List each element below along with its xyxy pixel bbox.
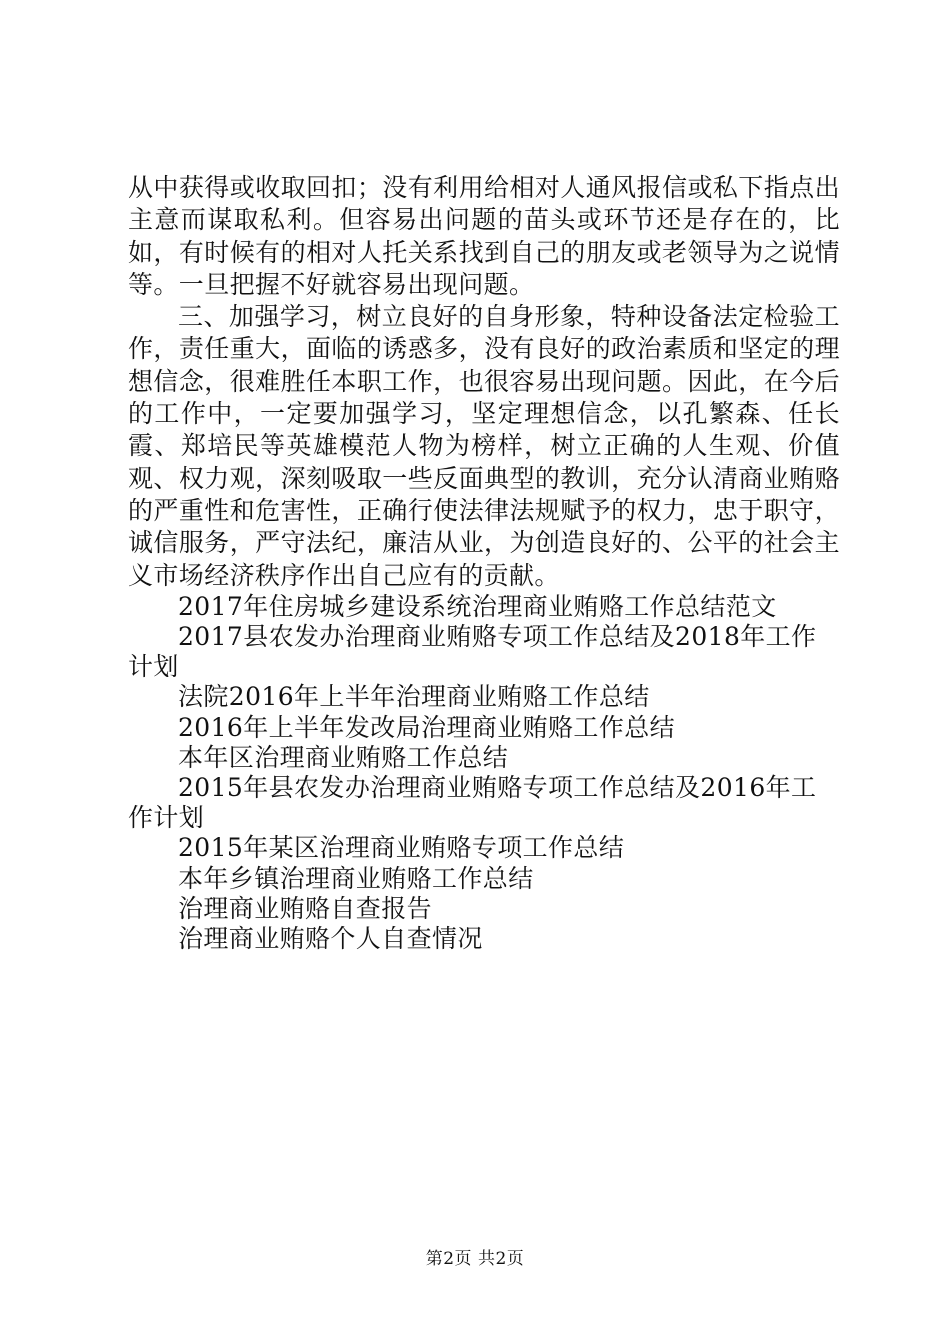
related-link[interactable]: 2017县农发办治理商业贿赂专项工作总结及2018年工作计划 [128,622,817,682]
document-body [128,172,840,954]
related-link[interactable]: 法院2016年上半年治理商业贿赂工作总结 [178,682,650,712]
related-link[interactable]: 2017年住房城乡建设系统治理商业贿赂工作总结范文 [178,591,777,621]
related-link[interactable]: 2016年上半年发改局治理商业贿赂工作总结 [178,712,676,742]
related-link[interactable]: 2015年某区治理商业贿赂专项工作总结 [178,833,625,863]
related-link[interactable]: 本年乡镇治理商业贿赂工作总结 [178,863,534,893]
related-link[interactable]: 治理商业贿赂自查报告 [178,893,433,923]
related-links-list [128,592,840,954]
related-link[interactable]: 本年区治理商业贿赂工作总结 [178,742,509,772]
page-footer: 第2页 共2页 [425,1249,525,1269]
related-link[interactable]: 2015年县农发办治理商业贿赂专项工作总结及2016年工作计划 [128,773,817,833]
paragraph-continuation: 从中获得或收取回扣；没有利用给相对人通风报信或私下指点出主意而谋取私利。但容易出问题的苗头或环节还是存在的，比如，有时候有的相对人托关系找到自己的朋友或老领导为之说情等。一旦把握不好就容易出现问题。 [128,173,840,299]
related-link[interactable]: 治理商业贿赂个人自查情况 [178,924,483,954]
paragraph-section-three: 三、加强学习，树立良好的自身形象，特种设备法定检验工作，责任重大，面临的诱惑多，没有良好的政治素质和坚定的理想信念，很难胜任本职工作，也很容易出现问题。因此，在今后的工作中，一定要加强学习，坚定理想信念，以孔繁森、任长霞、郑培民等英雄模范人物为榜样，树立正确的人生观、价值观、权力观，深刻吸取一些反面典型的教训，充分认清商业贿赂的严重性和危害性，正确行使法律法规赋予的权力，忠于职守，诚信服务，严守法纪，廉洁从业，为创造良好的、公平的社会主义市场经济秩序作出自己应有的贡献。 [128,302,840,590]
